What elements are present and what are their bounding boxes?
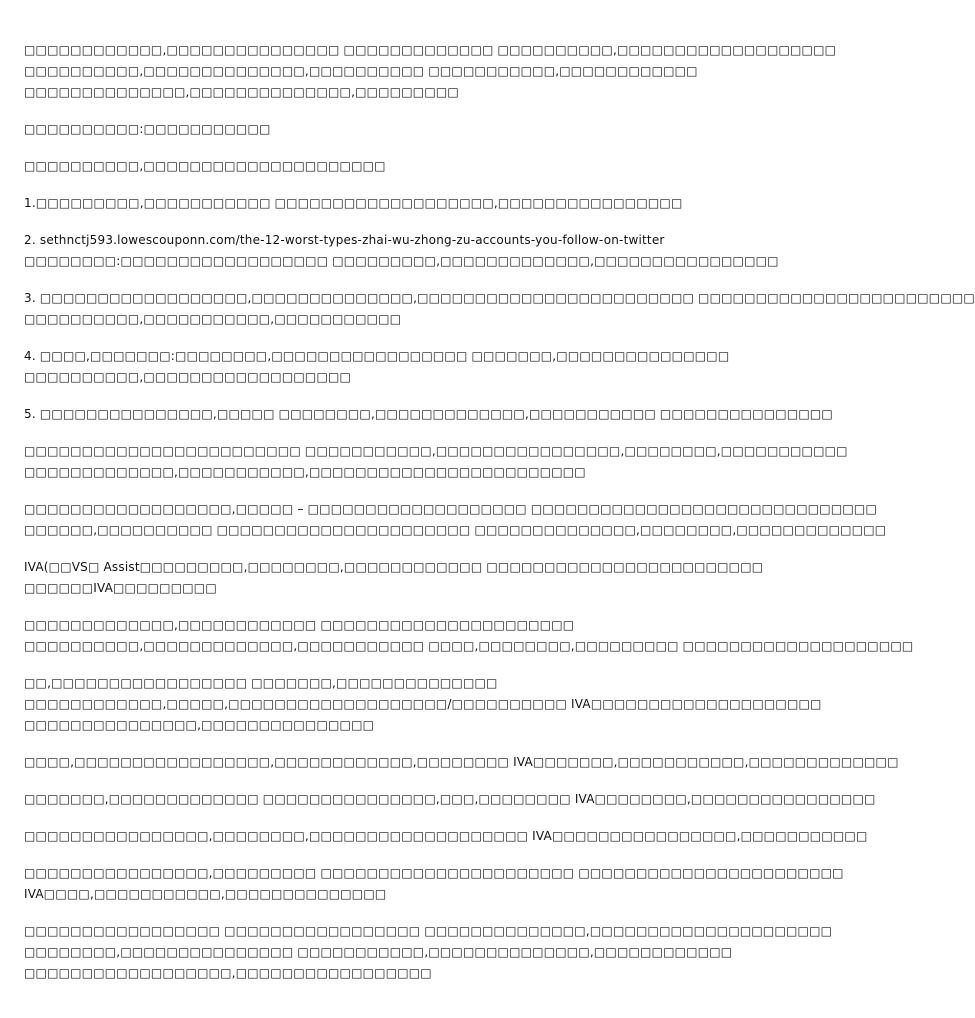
text-line: □□□□□□□□□□□□□□,□□□□□□□□□□□□□□,□□□□□□□□□: [24, 85, 459, 99]
text-line: □□□□□□□□□□,□□□□□□□□□□□□□□,□□□□□□□□□□ □□□□□□□□□□□,□□□□□□□□□□□□: [24, 64, 698, 78]
paragraph: [24, 499, 887, 541]
text-line: □□□□□□□□□□,□□□□□□□□□□□,□□□□□□□□□□□: [24, 312, 402, 326]
text-line: 1.□□□□□□□□□,□□□□□□□□□□□ □□□□□□□□□□□□□□□□□□□,□□□□□□□□□□□□□□□□: [24, 196, 683, 210]
text-line: □□□□□□□□□□□□□□□□□□,□□□□□□□□□□□□□□□□□: [24, 966, 432, 980]
paragraph: [24, 119, 690, 140]
paragraph: [24, 404, 833, 425]
text-line: □□,□□□□□□□□□□□□□□□□□ □□□□□□□,□□□□□□□□□□□□□□: [24, 676, 498, 690]
text-line: □□□□□□□□□□□□□,□□□□□□□□□□□□ □□□□□□□□□□□□□□□□□□□□□□: [24, 618, 575, 632]
paragraph: [24, 230, 779, 272]
paragraph: [24, 789, 876, 810]
text-line: □□□□□□□□□□:□□□□□□□□□□□: [24, 122, 271, 136]
paragraph: [24, 615, 914, 657]
text-line: IVA(□□VS□ Assist□□□□□□□□□,□□□□□□□□,□□□□□□□□□□□□ □□□□□□□□□□□□□□□□□□□□□□□□: [24, 560, 764, 574]
paragraph: [24, 863, 844, 905]
text-line: □□□□,□□□□□□□□□□□□□□□□□,□□□□□□□□□□□□,□□□□□□□□ IVA□□□□□□□,□□□□□□□□□□□,□□□□□□□□□□□□□: [24, 755, 899, 769]
paragraph: [24, 288, 975, 330]
text-line: □□□□□□□□□□,□□□□□□□□□□□□□,□□□□□□□□□□□ □□□□,□□□□□□□□,□□□□□□□□□ □□□□□□□□□□□□□□□□□□□□: [24, 639, 914, 653]
paragraph: [24, 441, 848, 483]
text-line: □□□□□□□□□□□□□□□□□□,□□□□□ – □□□□□□□□□□□□□□□□□□□ □□□□□□□□□□□□□□□□□□□□□□□□□□□□□□: [24, 502, 877, 516]
paragraph: [24, 921, 833, 984]
text-line: □□□□□□□□□□,□□□□□□□□□□□□□□□□□□□□□: [24, 159, 386, 173]
paragraph: [24, 40, 837, 103]
paragraph: [24, 193, 690, 214]
text-line: 2. sethnctj593.lowescouponn.com/the-12-worst-types-zhai-wu-zhong-zu-accounts-you-follow-on-twitter: [24, 233, 665, 247]
paragraph: [24, 752, 899, 773]
paragraph: [24, 346, 730, 388]
text-line: 3. □□□□□□□□□□□□□□□□□□,□□□□□□□□□□□□□□,□□□□□□□□□□□□□□□□□□□□□□□□ □□□□□□□□□□□□□□□□□□□□□□□□: [24, 291, 975, 305]
paragraph: [24, 156, 690, 177]
text-line: □□□□□□□□□□□□□□□□□□□□□□□□ □□□□□□□□□□□,□□□□□□□□□□□□□□□□,□□□□□□□□,□□□□□□□□□□□: [24, 444, 848, 458]
paragraph: [24, 557, 764, 599]
text-line: □□□□□□□□□□□□,□□□□□,□□□□□□□□□□□□□□□□□□□/□□□□□□□□□□ IVA□□□□□□□□□□□□□□□□□□□□: [24, 697, 822, 711]
text-line: 4. □□□□,□□□□□□□:□□□□□□□□,□□□□□□□□□□□□□□□□□ □□□□□□□,□□□□□□□□□□□□□□□: [24, 349, 730, 363]
text-line: □□□□□□□□□□□□□□□□,□□□□□□□□,□□□□□□□□□□□□□□□□□□□ IVA□□□□□□□□□□□□□□□□,□□□□□□□□□□□: [24, 829, 868, 843]
text-line: □□□□□□□□□□□□□,□□□□□□□□□□□,□□□□□□□□□□□□□□□□□□□□□□□□: [24, 465, 586, 479]
text-line: □□□□□□,□□□□□□□□□□ □□□□□□□□□□□□□□□□□□□□□□ □□□□□□□□□□□□□□,□□□□□□□□,□□□□□□□□□□□□□: [24, 523, 887, 537]
text-line: □□□□□□□□,□□□□□□□□□□□□□□□ □□□□□□□□□□□,□□□□□□□□□□□□□□,□□□□□□□□□□□□: [24, 945, 733, 959]
text-line: □□□□□□□□□□□□□□□,□□□□□□□□□□□□□□□: [24, 718, 375, 732]
text-line: 5. □□□□□□□□□□□□□□□,□□□□□ □□□□□□□□,□□□□□□□□□□□□□,□□□□□□□□□□□ □□□□□□□□□□□□□□□: [24, 407, 833, 421]
text-line: □□□□□□□□:□□□□□□□□□□□□□□□□□□ □□□□□□□□□,□□□□□□□□□□□□□,□□□□□□□□□□□□□□□□: [24, 254, 779, 268]
text-line: □□□□□□□,□□□□□□□□□□□□□ □□□□□□□□□□□□□□□,□□□,□□□□□□□□ IVA□□□□□□□□,□□□□□□□□□□□□□□□□: [24, 792, 876, 806]
text-line: □□□□□□□□□□□□□□□□□ □□□□□□□□□□□□□□□□□ □□□□□□□□□□□□□□,□□□□□□□□□□□□□□□□□□□□□: [24, 924, 833, 938]
text-line: □□□□□□□□□□□□□□□□,□□□□□□□□□ □□□□□□□□□□□□□□□□□□□□□□ □□□□□□□□□□□□□□□□□□□□□□□: [24, 866, 844, 880]
paragraph: [24, 673, 822, 736]
text-line: □□□□□□□□□□□□,□□□□□□□□□□□□□□□ □□□□□□□□□□□□□ □□□□□□□□□□,□□□□□□□□□□□□□□□□□□□: [24, 43, 837, 57]
paragraph: [24, 826, 868, 847]
text-line: □□□□□□IVA□□□□□□□□□: [24, 581, 217, 595]
text-line: IVA□□□□,□□□□□□□□□□□,□□□□□□□□□□□□□□: [24, 887, 387, 901]
text-line: □□□□□□□□□□,□□□□□□□□□□□□□□□□□□: [24, 370, 352, 384]
